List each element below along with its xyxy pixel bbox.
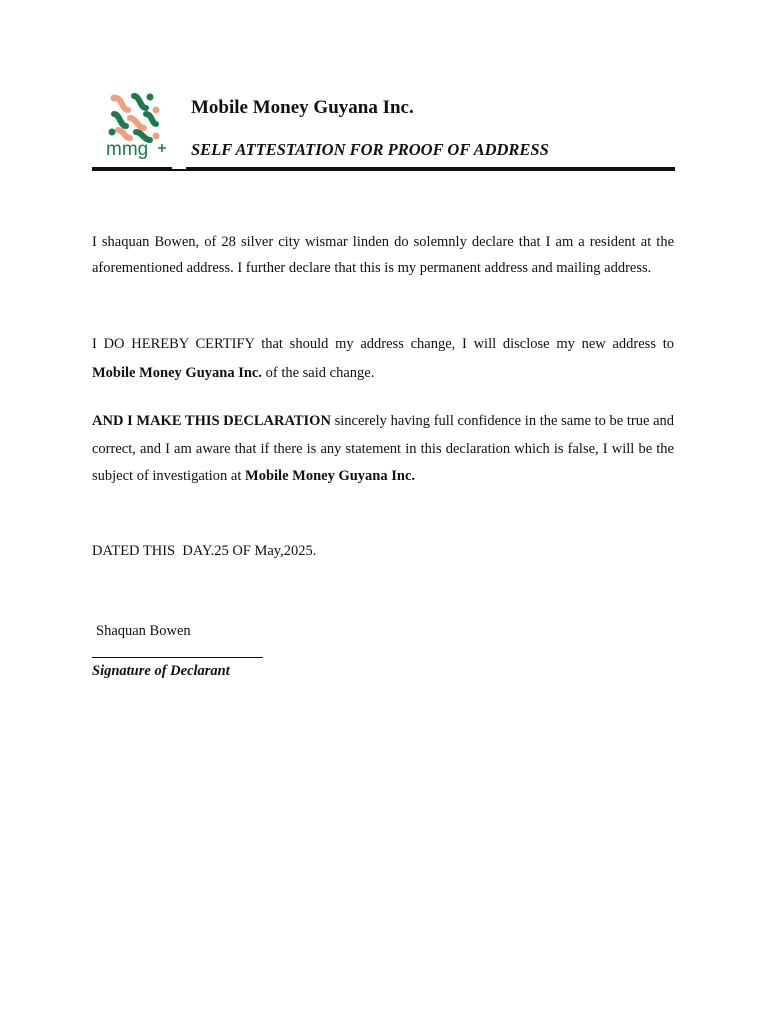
confidence-paragraph: [92, 408, 674, 491]
mmg-logo: [104, 88, 170, 164]
signatory-name: Shaquan Bowen: [96, 623, 191, 639]
document-title: SELF ATTESTATION FOR PROOF OF ADDRESS: [191, 140, 549, 159]
signature-line: [92, 657, 263, 658]
company-name-inline: Mobile Money Guyana Inc.: [92, 365, 262, 381]
logo-text: mmg: [106, 139, 149, 160]
confidence-text: sincerely having full confidence in the same to be true and correct, and I am aware that if there is any statement in this declaration which is false, I will be the subject of investigation at: [92, 413, 675, 484]
company-name-inline: Mobile Money Guyana Inc.: [245, 468, 416, 484]
dated-line: DATED THIS DAY.25 OF May,2025.: [92, 543, 317, 559]
certify-text-end: of the said change.: [261, 365, 375, 381]
certify-paragraph: [92, 330, 674, 388]
declaration-paragraph: [92, 229, 674, 281]
declaration-text: I shaquan Bowen, of 28 silver city wismar linden do solemnly declare that I am a resident at the aforementioned address. I further declare that this is my permanent address and mailing address.: [92, 234, 674, 276]
company-name: Mobile Money Guyana Inc.: [191, 97, 414, 118]
signature-label: Signature of Declarant: [92, 663, 230, 679]
certify-text: I DO HEREBY CERTIFY that should my address change, I will disclose my new address to: [92, 336, 674, 352]
declaration-heading-inline: AND I MAKE THIS DECLARATION: [92, 413, 331, 429]
